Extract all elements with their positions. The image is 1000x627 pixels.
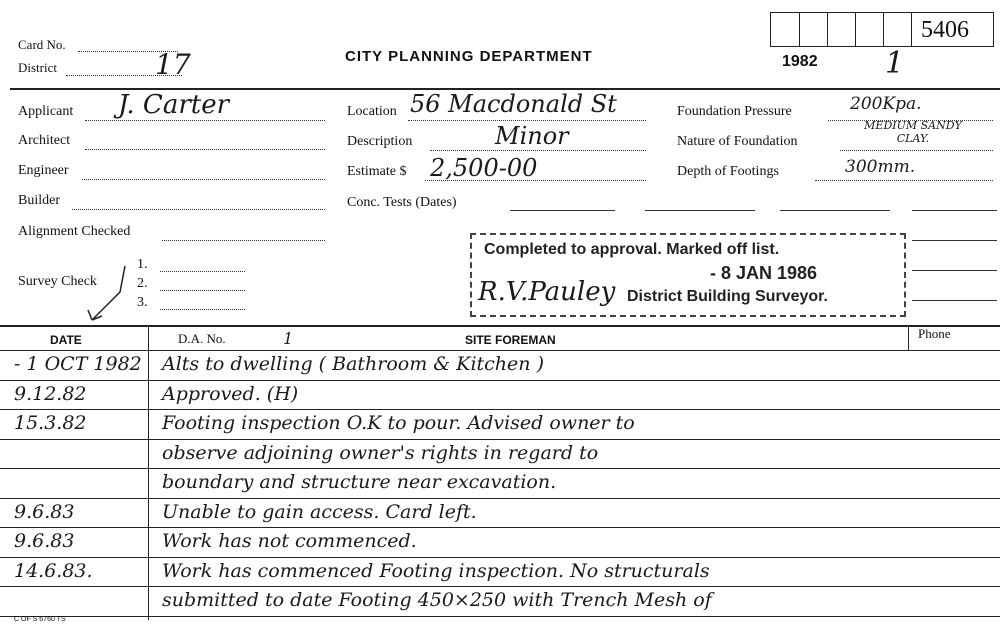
applicant-value: J. Carter bbox=[118, 90, 230, 120]
table-row bbox=[0, 498, 1000, 528]
description-label: Description bbox=[347, 134, 413, 149]
stamp-line-1: Completed to approval. Marked off list. bbox=[484, 241, 780, 258]
card-no-label: Card No. bbox=[18, 37, 66, 52]
conc-tests-line-5 bbox=[912, 240, 997, 241]
card-number-box bbox=[770, 12, 994, 47]
row-entry: Alts to dwelling ( Bathroom & Kitchen ) bbox=[162, 353, 544, 375]
nature-foundation-line bbox=[840, 150, 993, 151]
header-da: D.A. No. bbox=[178, 331, 226, 346]
conc-tests-line-1 bbox=[510, 210, 615, 211]
conc-tests-line-4 bbox=[912, 210, 997, 211]
survey-item-2: 2. bbox=[137, 276, 148, 291]
location-value: 56 Macdonald St bbox=[410, 90, 617, 118]
row-date: 9.6.83 bbox=[14, 500, 75, 523]
survey-line-2 bbox=[160, 290, 245, 291]
foundation-pressure-label: Foundation Pressure bbox=[677, 104, 792, 119]
conc-tests-line-3 bbox=[780, 210, 890, 211]
nature-foundation-label: Nature of Foundation bbox=[677, 134, 798, 149]
architect-label: Architect bbox=[18, 133, 71, 148]
survey-item-1: 1. bbox=[137, 257, 148, 272]
header-da-value: 1 bbox=[283, 329, 294, 348]
survey-line-3 bbox=[160, 309, 245, 310]
table-row bbox=[0, 350, 1000, 380]
card-number: 5406 bbox=[921, 17, 969, 43]
survey-item-3: 3. bbox=[137, 295, 148, 310]
row-entry: Footing inspection O.K to pour. Advised owner to bbox=[162, 412, 635, 434]
row-date: 9.12.82 bbox=[14, 382, 87, 405]
conc-tests-line-2 bbox=[645, 210, 755, 211]
row-entry: Unable to gain access. Card left. bbox=[162, 500, 477, 523]
builder-line bbox=[72, 209, 325, 210]
row-line bbox=[0, 616, 1000, 617]
header-date: DATE bbox=[50, 333, 82, 347]
approval-stamp bbox=[470, 233, 906, 317]
applicant-line bbox=[85, 120, 325, 121]
estimate-label: Estimate $ bbox=[347, 164, 407, 179]
table-row bbox=[0, 439, 1000, 469]
row-entry: Approved. (H) bbox=[162, 382, 299, 405]
depth-footings-value: 300mm. bbox=[845, 157, 916, 177]
foundation-pressure-value: 200Kpa. bbox=[850, 94, 922, 114]
survey-label: Survey Check bbox=[18, 274, 97, 289]
row-entry: submitted to date Footing 450×250 with Trench Mesh of bbox=[162, 589, 712, 611]
stamp-date: - 8 JAN 1986 bbox=[710, 263, 818, 283]
description-value: Minor bbox=[495, 122, 569, 150]
row-date: - 1 OCT 1982 bbox=[14, 353, 142, 375]
architect-line bbox=[85, 149, 325, 150]
header-site-foreman: SITE FOREMAN bbox=[465, 333, 556, 347]
row-entry: boundary and structure near excavation. bbox=[162, 471, 557, 493]
row-entry: Work has commenced Footing inspection. No structurals bbox=[162, 559, 710, 582]
stamp-line-2: District Building Surveyor. bbox=[627, 288, 828, 305]
engineer-line bbox=[82, 179, 325, 180]
location-line bbox=[408, 120, 646, 121]
table-row bbox=[0, 468, 1000, 498]
footer-code: C OF S 6760 TS bbox=[14, 616, 66, 623]
year: 1982 bbox=[782, 53, 818, 70]
header-phone: Phone bbox=[918, 326, 951, 341]
table-row bbox=[0, 557, 1000, 587]
estimate-value: 2,500-00 bbox=[430, 154, 538, 182]
survey-line-1 bbox=[160, 271, 245, 272]
conc-tests-line-6 bbox=[912, 270, 997, 271]
year-mark: 1 bbox=[885, 46, 905, 81]
depth-footings-label: Depth of Footings bbox=[677, 164, 779, 179]
table-row bbox=[0, 380, 1000, 410]
table-row bbox=[0, 409, 1000, 439]
check-mark-icon bbox=[80, 262, 130, 324]
district-label: District bbox=[18, 60, 57, 75]
table-row bbox=[0, 527, 1000, 557]
description-line bbox=[430, 150, 646, 151]
row-date: 15.3.82 bbox=[14, 412, 87, 434]
row-entry: observe adjoining owner's rights in regard to bbox=[162, 441, 599, 464]
conc-tests-label: Conc. Tests (Dates) bbox=[347, 195, 457, 210]
alignment-line bbox=[162, 240, 325, 241]
row-date: 14.6.83. bbox=[14, 559, 93, 582]
engineer-label: Engineer bbox=[18, 163, 69, 178]
department-title: CITY PLANNING DEPARTMENT bbox=[345, 48, 593, 65]
phone-column-divider bbox=[908, 325, 909, 350]
row-entry: Work has not commenced. bbox=[162, 530, 417, 552]
alignment-label: Alignment Checked bbox=[18, 224, 131, 239]
district-value: 17 bbox=[155, 48, 191, 81]
table-top-line bbox=[0, 325, 1000, 327]
depth-footings-line bbox=[815, 180, 993, 181]
location-label: Location bbox=[347, 104, 397, 119]
applicant-label: Applicant bbox=[18, 104, 74, 119]
builder-label: Builder bbox=[18, 193, 60, 208]
conc-tests-line-7 bbox=[912, 300, 997, 301]
row-date: 9.6.83 bbox=[14, 530, 75, 552]
stamp-signature: R.V.Pauley bbox=[478, 277, 616, 307]
nature-foundation-value: MEDIUM SANDY CLAY. bbox=[864, 119, 962, 145]
table-row bbox=[0, 586, 1000, 616]
